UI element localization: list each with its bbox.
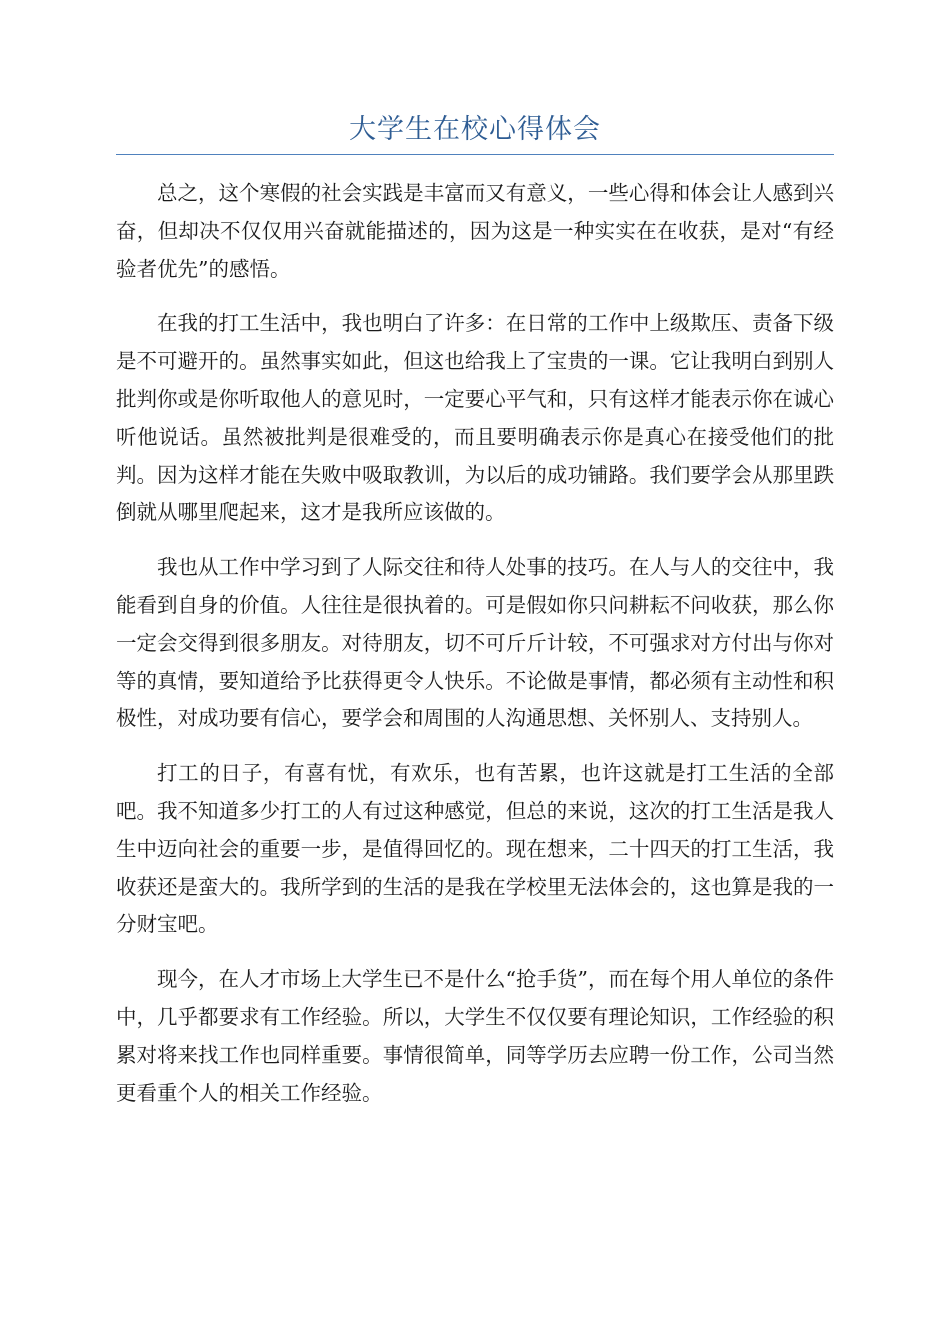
document-title: 大学生在校心得体会 [349, 114, 601, 145]
document-body [116, 175, 834, 1129]
paragraph-4: 打工的日子，有喜有忧，有欢乐，也有苦累，也许这就是打工生活的全部吧。我不知道多少打工的人有过这种感觉，但总的来说，这次的打工生活是我人生中迈向社会的重要一步，是值得回忆的。现在想来，二十四天的打工生活，我收获还是蛮大的。我所学到的生活的是我在学校里无法体会的，这也算是我的一分财宝吧。 [116, 761, 834, 937]
paragraph-3: 我也从工作中学习到了人际交往和待人处事的技巧。在人与人的交往中，我能看到自身的价值。人往往是很执着的。可是假如你只问耕耘不问收获，那么你一定会交得到很多朋友。对待朋友，切不可斤斤计较，不可强求对方付出与你对等的真情，要知道给予比获得更令人快乐。不论做是事情，都必须有主动性和积极性，对成功要有信心，要学会和周围的人沟通思想、关怀别人、支持别人。 [116, 555, 834, 731]
paragraph-2: 在我的打工生活中，我也明白了许多：在日常的工作中上级欺压、责备下级是不可避开的。虽然事实如此，但这也给我上了宝贵的一课。它让我明白到别人批判你或是你听取他人的意见时，一定要心平气和，只有这样才能表示你在诚心听他说话。虽然被批判是很难受的，而且要明确表示你是真心在接受他们的批判。因为这样才能在失败中吸取教训，为以后的成功铺路。我们要学会从那里跌倒就从哪里爬起来，这才是我所应该做的。 [116, 311, 834, 525]
paragraph-1: 总之，这个寒假的社会实践是丰富而又有意义，一些心得和体会让人感到兴奋，但却决不仅仅用兴奋就能描述的，因为这是一种实实在在收获，是对“有经验者优先”的感悟。 [116, 181, 834, 281]
title-underline [116, 154, 834, 155]
paragraph-5: 现今，在人才市场上大学生已不是什么“抢手货”，而在每个用人单位的条件中，几乎都要求有工作经验。所以，大学生不仅仅要有理论知识，工作经验的积累对将来找工作也同样重要。事情很简单，同等学历去应聘一份工作，公司当然更看重个人的相关工作经验。 [116, 967, 834, 1105]
